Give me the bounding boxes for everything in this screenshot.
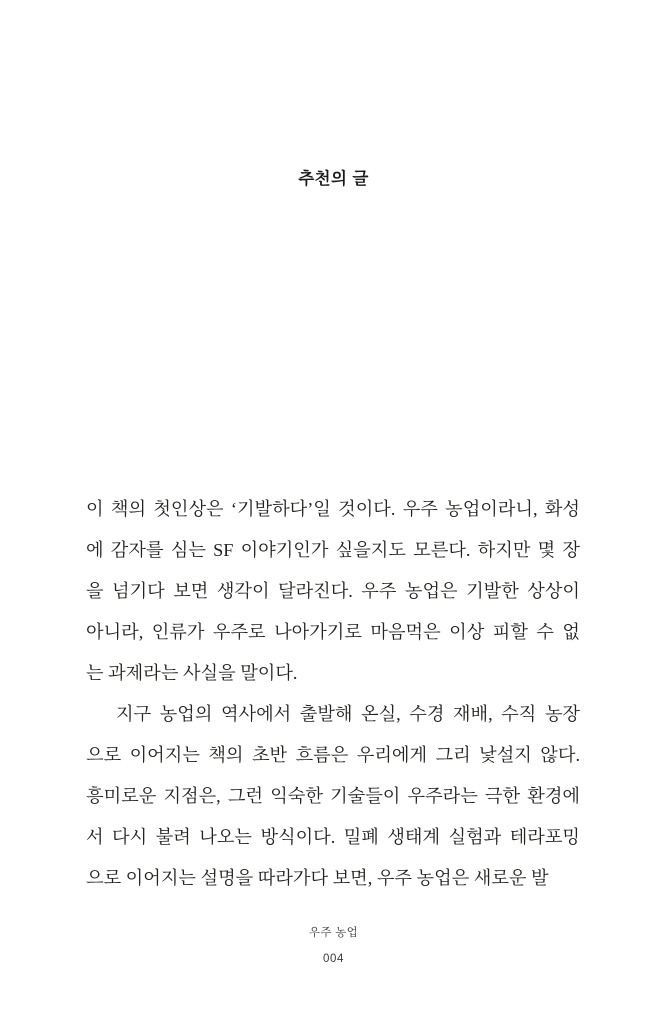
- body-line: 으로 이어지는 설명을 따라가다 보면, 우주 농업은 새로운 발: [86, 868, 549, 888]
- body-line: 지구 농업의 역사에서 출발해 온실, 수경 재배, 수직 농장: [116, 704, 580, 724]
- page-number: 004: [323, 952, 344, 965]
- body-line: 으로 이어지는 책의 초반 흐름은 우리에게 그리 낯설지 않다.: [86, 745, 580, 765]
- body-line: 흥미로운 지점은, 그런 익숙한 기술들이 우주라는 극한 환경에: [86, 786, 580, 806]
- body-text: [86, 489, 580, 899]
- body-line: 아니라, 인류가 우주로 나아가기로 마음먹은 이상 피할 수 없: [86, 622, 580, 642]
- running-head: 우주 농업: [308, 927, 359, 939]
- body-line: 는 과제라는 사실을 말이다.: [86, 663, 298, 683]
- page-title: 추천의 글: [298, 170, 369, 189]
- page-footer: [0, 928, 667, 965]
- body-line: 을 넘기다 보면 생각이 달라진다. 우주 농업은 기발한 상상이: [86, 581, 580, 601]
- body-line: 이 책의 첫인상은 ‘기발하다’일 것이다. 우주 농업이라니, 화성: [86, 499, 580, 519]
- body-line: 서 다시 불려 나오는 방식이다. 밀폐 생태계 실험과 테라포밍: [86, 827, 580, 847]
- body-line: 에 감자를 심는 SF 이야기인가 싶을지도 모른다. 하지만 몇 장: [86, 540, 580, 560]
